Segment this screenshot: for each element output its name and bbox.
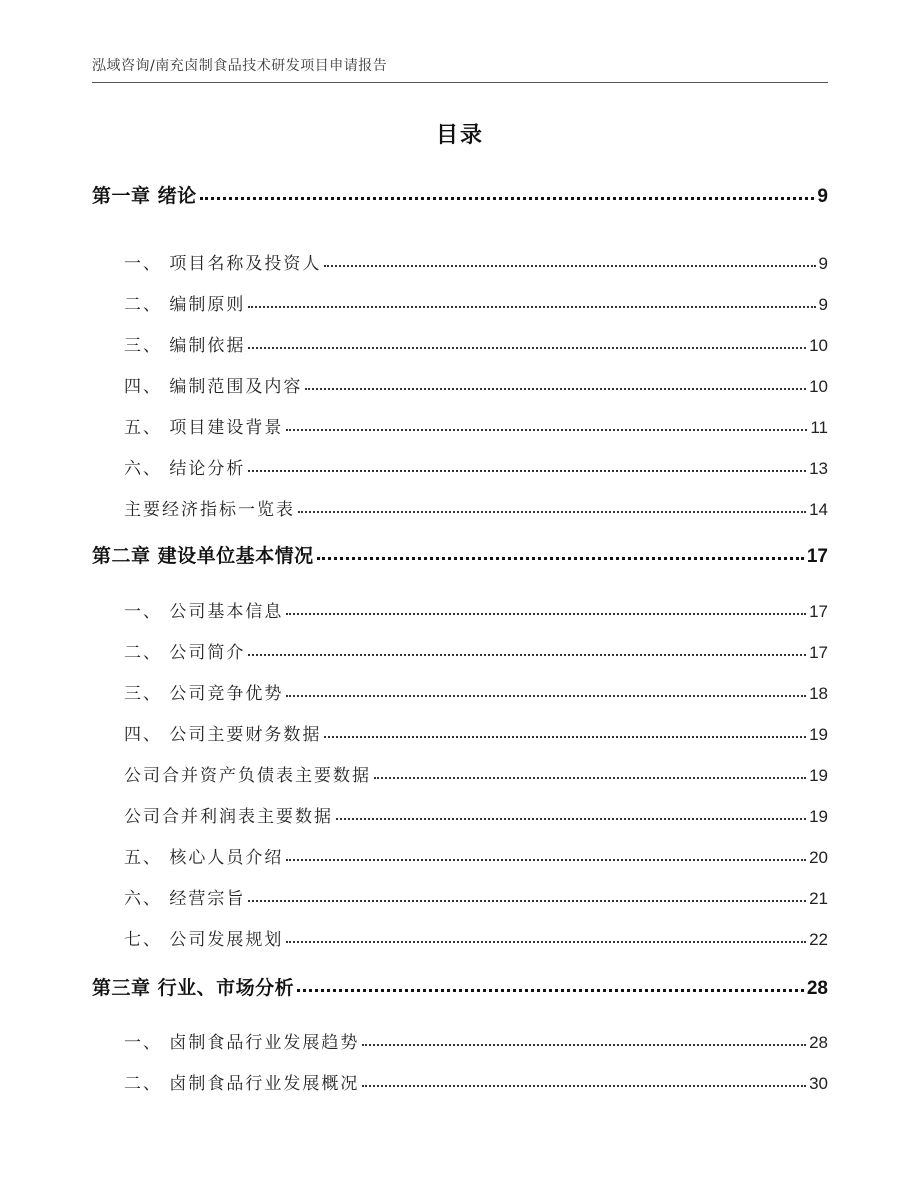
toc-entry[interactable] xyxy=(92,633,828,663)
toc-entry-page: 10 xyxy=(809,377,828,396)
dot-leader xyxy=(362,1044,806,1046)
toc-entry-label: 六、 结论分析 xyxy=(124,459,246,479)
toc-entry[interactable] xyxy=(92,674,828,704)
dot-leader xyxy=(286,613,806,615)
toc-entry-chapter-3[interactable] xyxy=(92,970,828,1000)
dot-leader xyxy=(305,388,806,390)
toc-entry-page: 22 xyxy=(809,930,828,949)
toc-entry-label: 公司合并资产负债表主要数据 xyxy=(124,766,371,786)
toc-entry-label: 四、 编制范围及内容 xyxy=(124,377,303,397)
toc-title: 目录 xyxy=(435,123,484,148)
dot-leader xyxy=(286,695,806,697)
toc-entry[interactable] xyxy=(92,797,828,827)
toc-entry-page: 14 xyxy=(809,500,828,519)
toc-entry-page: 19 xyxy=(809,807,828,826)
dot-leader xyxy=(248,470,806,472)
toc-entry[interactable] xyxy=(92,1064,828,1094)
toc-entry-page: 11 xyxy=(810,418,828,437)
toc-entry-chapter-1[interactable] xyxy=(92,178,828,208)
toc-entry-label: 七、 公司发展规划 xyxy=(124,930,284,950)
dot-leader xyxy=(374,777,806,779)
dot-leader xyxy=(362,1085,806,1087)
dot-leader xyxy=(248,900,806,902)
running-header: 泓域咨询/南充卤制食品技术研发项目申请报告 xyxy=(92,58,388,74)
toc-entry-label: 五、 项目建设背景 xyxy=(124,418,284,438)
toc-entry[interactable] xyxy=(92,920,828,950)
header-rule xyxy=(92,82,828,83)
dot-leader xyxy=(286,941,806,943)
toc-entry-page: 17 xyxy=(806,546,828,567)
dot-leader xyxy=(286,859,806,861)
toc-entry-label: 二、 卤制食品行业发展概况 xyxy=(124,1074,360,1094)
toc-entry-page: 17 xyxy=(809,602,828,621)
toc-entry[interactable] xyxy=(92,879,828,909)
toc-entry[interactable] xyxy=(92,838,828,868)
toc-entry-page: 9 xyxy=(817,186,828,207)
toc-entry-page: 9 xyxy=(818,295,828,314)
toc-entry-page: 18 xyxy=(809,684,828,703)
toc-entry-page: 28 xyxy=(809,1033,828,1052)
toc-entry[interactable] xyxy=(92,592,828,622)
toc-entry-label: 四、 公司主要财务数据 xyxy=(124,725,322,745)
dot-leader xyxy=(200,197,815,200)
toc-entry-label: 第一章 绪论 xyxy=(92,185,197,207)
toc-entry-page: 30 xyxy=(809,1074,828,1093)
toc-entry-label: 二、 公司简介 xyxy=(124,643,246,663)
toc-entry[interactable] xyxy=(92,1023,828,1053)
toc-entry-page: 9 xyxy=(818,254,828,273)
toc-entry-page: 10 xyxy=(809,336,828,355)
toc-entry-chapter-2[interactable] xyxy=(92,538,828,568)
toc-entry-label: 三、 编制依据 xyxy=(124,336,246,356)
dot-leader xyxy=(317,557,804,560)
toc-entry[interactable] xyxy=(92,408,828,438)
dot-leader xyxy=(298,511,806,513)
toc-entry-label: 一、 卤制食品行业发展趋势 xyxy=(124,1033,360,1053)
toc-entry[interactable] xyxy=(92,326,828,356)
toc-entry[interactable] xyxy=(92,715,828,745)
dot-leader xyxy=(336,818,806,820)
dot-leader xyxy=(297,989,804,992)
toc-entry-label: 第三章 行业、市场分析 xyxy=(92,977,295,999)
toc-entry-label: 第二章 建设单位基本情况 xyxy=(92,545,314,567)
toc-entry[interactable] xyxy=(92,490,828,520)
dot-leader xyxy=(248,654,806,656)
toc-entry-label: 二、 编制原则 xyxy=(124,295,246,315)
dot-leader xyxy=(324,265,815,267)
toc-entry-page: 28 xyxy=(806,978,828,999)
toc-entry[interactable] xyxy=(92,449,828,479)
toc-entry-page: 13 xyxy=(809,459,828,478)
toc-entry[interactable] xyxy=(92,367,828,397)
toc-entry-label: 五、 核心人员介绍 xyxy=(124,848,284,868)
dot-leader xyxy=(286,429,807,431)
toc-entry-page: 19 xyxy=(809,766,828,785)
dot-leader xyxy=(324,736,806,738)
toc-entry[interactable] xyxy=(92,244,828,274)
toc-entry-label: 一、 公司基本信息 xyxy=(124,602,284,622)
toc-entry-label: 三、 公司竞争优势 xyxy=(124,684,284,704)
toc-entry-label: 主要经济指标一览表 xyxy=(124,500,295,520)
dot-leader xyxy=(248,347,806,349)
dot-leader xyxy=(248,306,815,308)
toc-entry-page: 20 xyxy=(809,848,828,867)
toc-entry-page: 17 xyxy=(809,643,828,662)
toc-entry[interactable] xyxy=(92,756,828,786)
toc-entry-page: 21 xyxy=(809,889,828,908)
toc-entry-label: 一、 项目名称及投资人 xyxy=(124,254,322,274)
toc-entry[interactable] xyxy=(92,285,828,315)
toc-entry-label: 六、 经营宗旨 xyxy=(124,889,246,909)
toc-entry-label: 公司合并利润表主要数据 xyxy=(124,807,333,827)
toc-entry-page: 19 xyxy=(809,725,828,744)
